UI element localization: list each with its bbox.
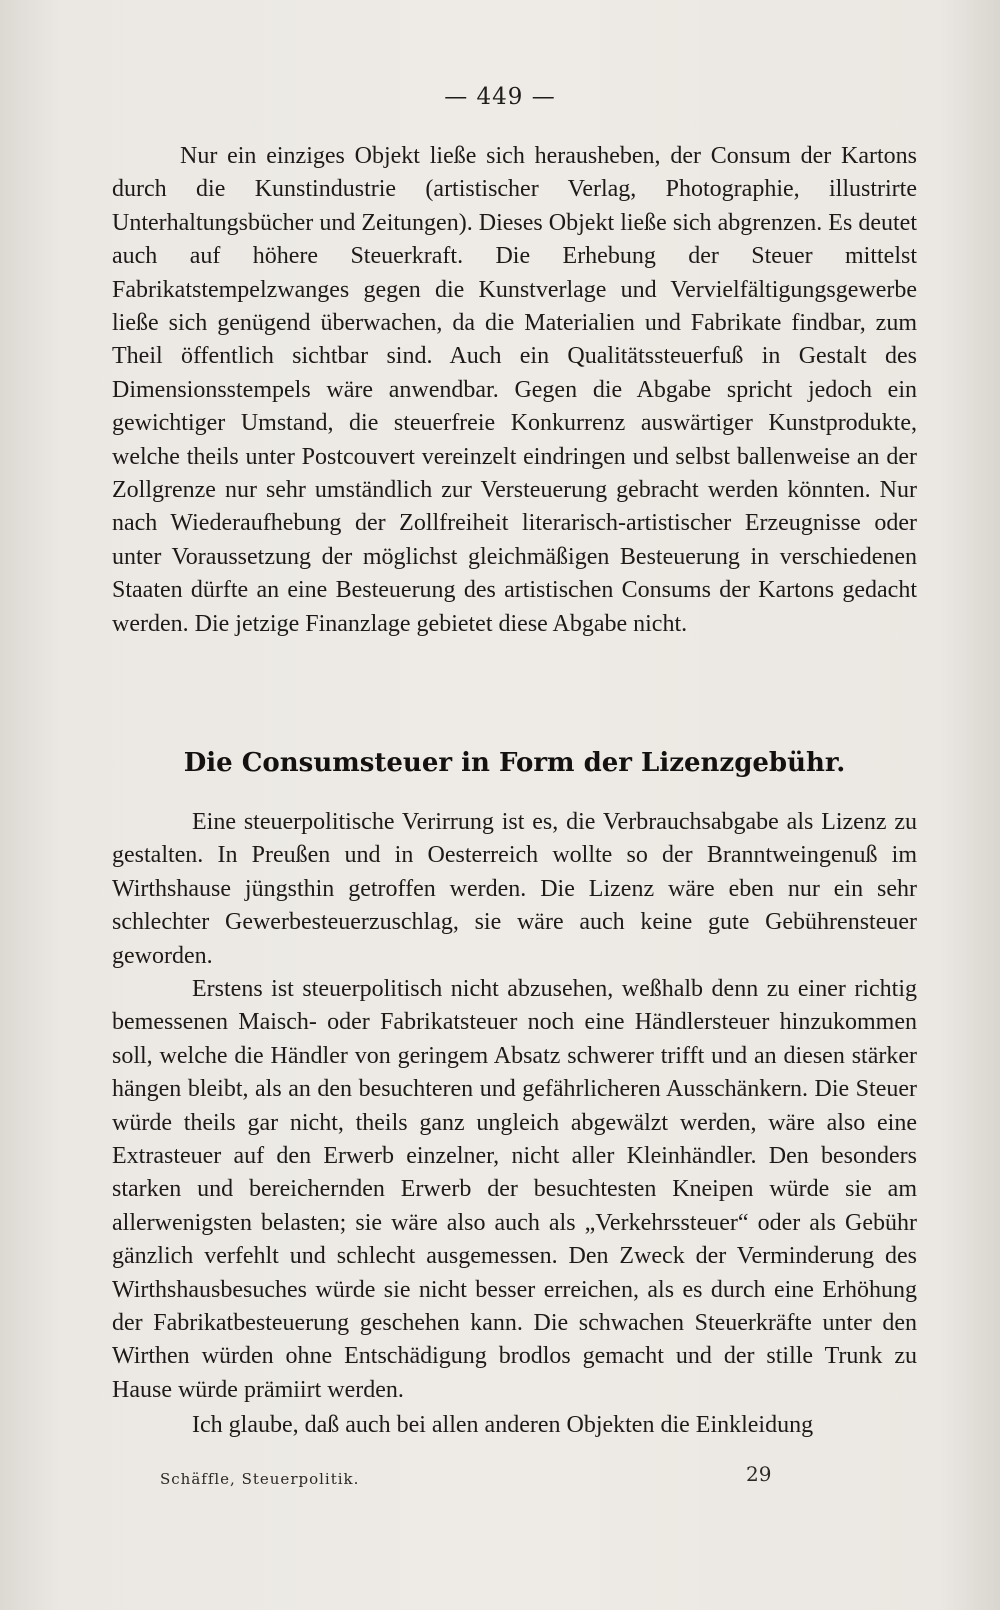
section-heading: Die Consumsteuer in Form der Lizenzgebühr. [183,748,846,778]
page-number: — 449 — [444,84,556,110]
footer-signature: Schäffle, Steuerpolitik. [160,1470,360,1488]
paragraph-kartons: Nur ein einziges Objekt ließe sich herausheben, der Consum der Kartons durch die Kunstindustrie (artistischer Verlag, Photographie, illustrirte Unterhaltungsbücher und Zeitungen). Dieses Objekt ließe sich abgrenzen. Es deutet auch auf höhere Steuerkraft. Die Erhebung der Steuer mittelst Fabrikatstempelzwanges gegen die Kunstverlage und Vervielfältigungsgewerbe ließe sich genügend überwachen, da die Materialien und Fabrikate findbar, zum Theil öffentlich sichtbar sind. Auch ein Qualitätssteuerfuß in Gestalt des Dimensionsstempels wäre anwendbar. Gegen die Abgabe spricht jedoch ein gewichtiger Umstand, die steuerfreie Konkurrenz auswärtiger Kunstprodukte, welche theils unter Postcouvert vereinzelt eindringen und selbst ballenweise an der Zollgrenze nur sehr umständlich zur Versteuerung gebracht werden könnten. Nur nach Wiederaufhebung der Zollfreiheit literarisch-artistischer Erzeugnisse oder unter Voraussetzung der möglichst gleichmäßigen Besteuerung in verschiedenen Staaten dürfte an eine Besteuerung des artistischen Consums der Kartons gedacht werden. Die jetzige Finanzlage gebietet diese Abgabe nicht. [112,143,917,637]
paragraph-erstens: Erstens ist steuerpolitisch nicht abzusehen, weßhalb denn zu einer richtig bemessenen Maisch- oder Fabrikatsteuer noch eine Händlersteuer hinzukommen soll, welche die Händler von geringem Absatz schwerer trifft und an diesen stärker hängen bleibt, als an den besuchteren und gefährlicheren Ausschänkern. Die Steuer würde theils gar nicht, theils ganz ungleich abgewälzt werden, wäre also eine Extrasteuer auf den Erwerb einzelner, nicht aller Kleinhändler. Den besonders starken und bereichernden Erwerb der besuchtesten Kneipen würde sie am allerwenigsten belasten; sie wäre also auch als „Verkehrssteuer“ oder als Gebühr gänzlich verfehlt und schlecht ausgemessen. Den Zweck der Verminderung des Wirthshausbesuches würde sie nicht besser erreichen, als es durch eine Erhöhung der Fabrikatbesteuerung geschehen kann. Die schwachen Steuerkräfte unter den Wirthen würden ohne Entschädigung brodlos gemacht und der stille Trunk zu Hause würde prämiirt werden. [112,976,917,1403]
paragraph-lizenz: Eine steuerpolitische Verirrung ist es, die Verbrauchsabgabe als Lizenz zu gestalten. In Preußen und in Oesterreich wollte so der Branntweingenuß im Wirthshause jüngsthin getroffen werden. Die Lizenz wäre eben nur ein sehr schlechter Gewerbesteuerzuschlag, sie wäre auch keine gute Gebührensteuer geworden. [112,809,917,969]
footer-sheet-number: 29 [746,1462,772,1486]
paragraph-ich-glaube: Ich glaube, daß auch bei allen anderen Objekten die Einkleidung [192,1412,814,1438]
